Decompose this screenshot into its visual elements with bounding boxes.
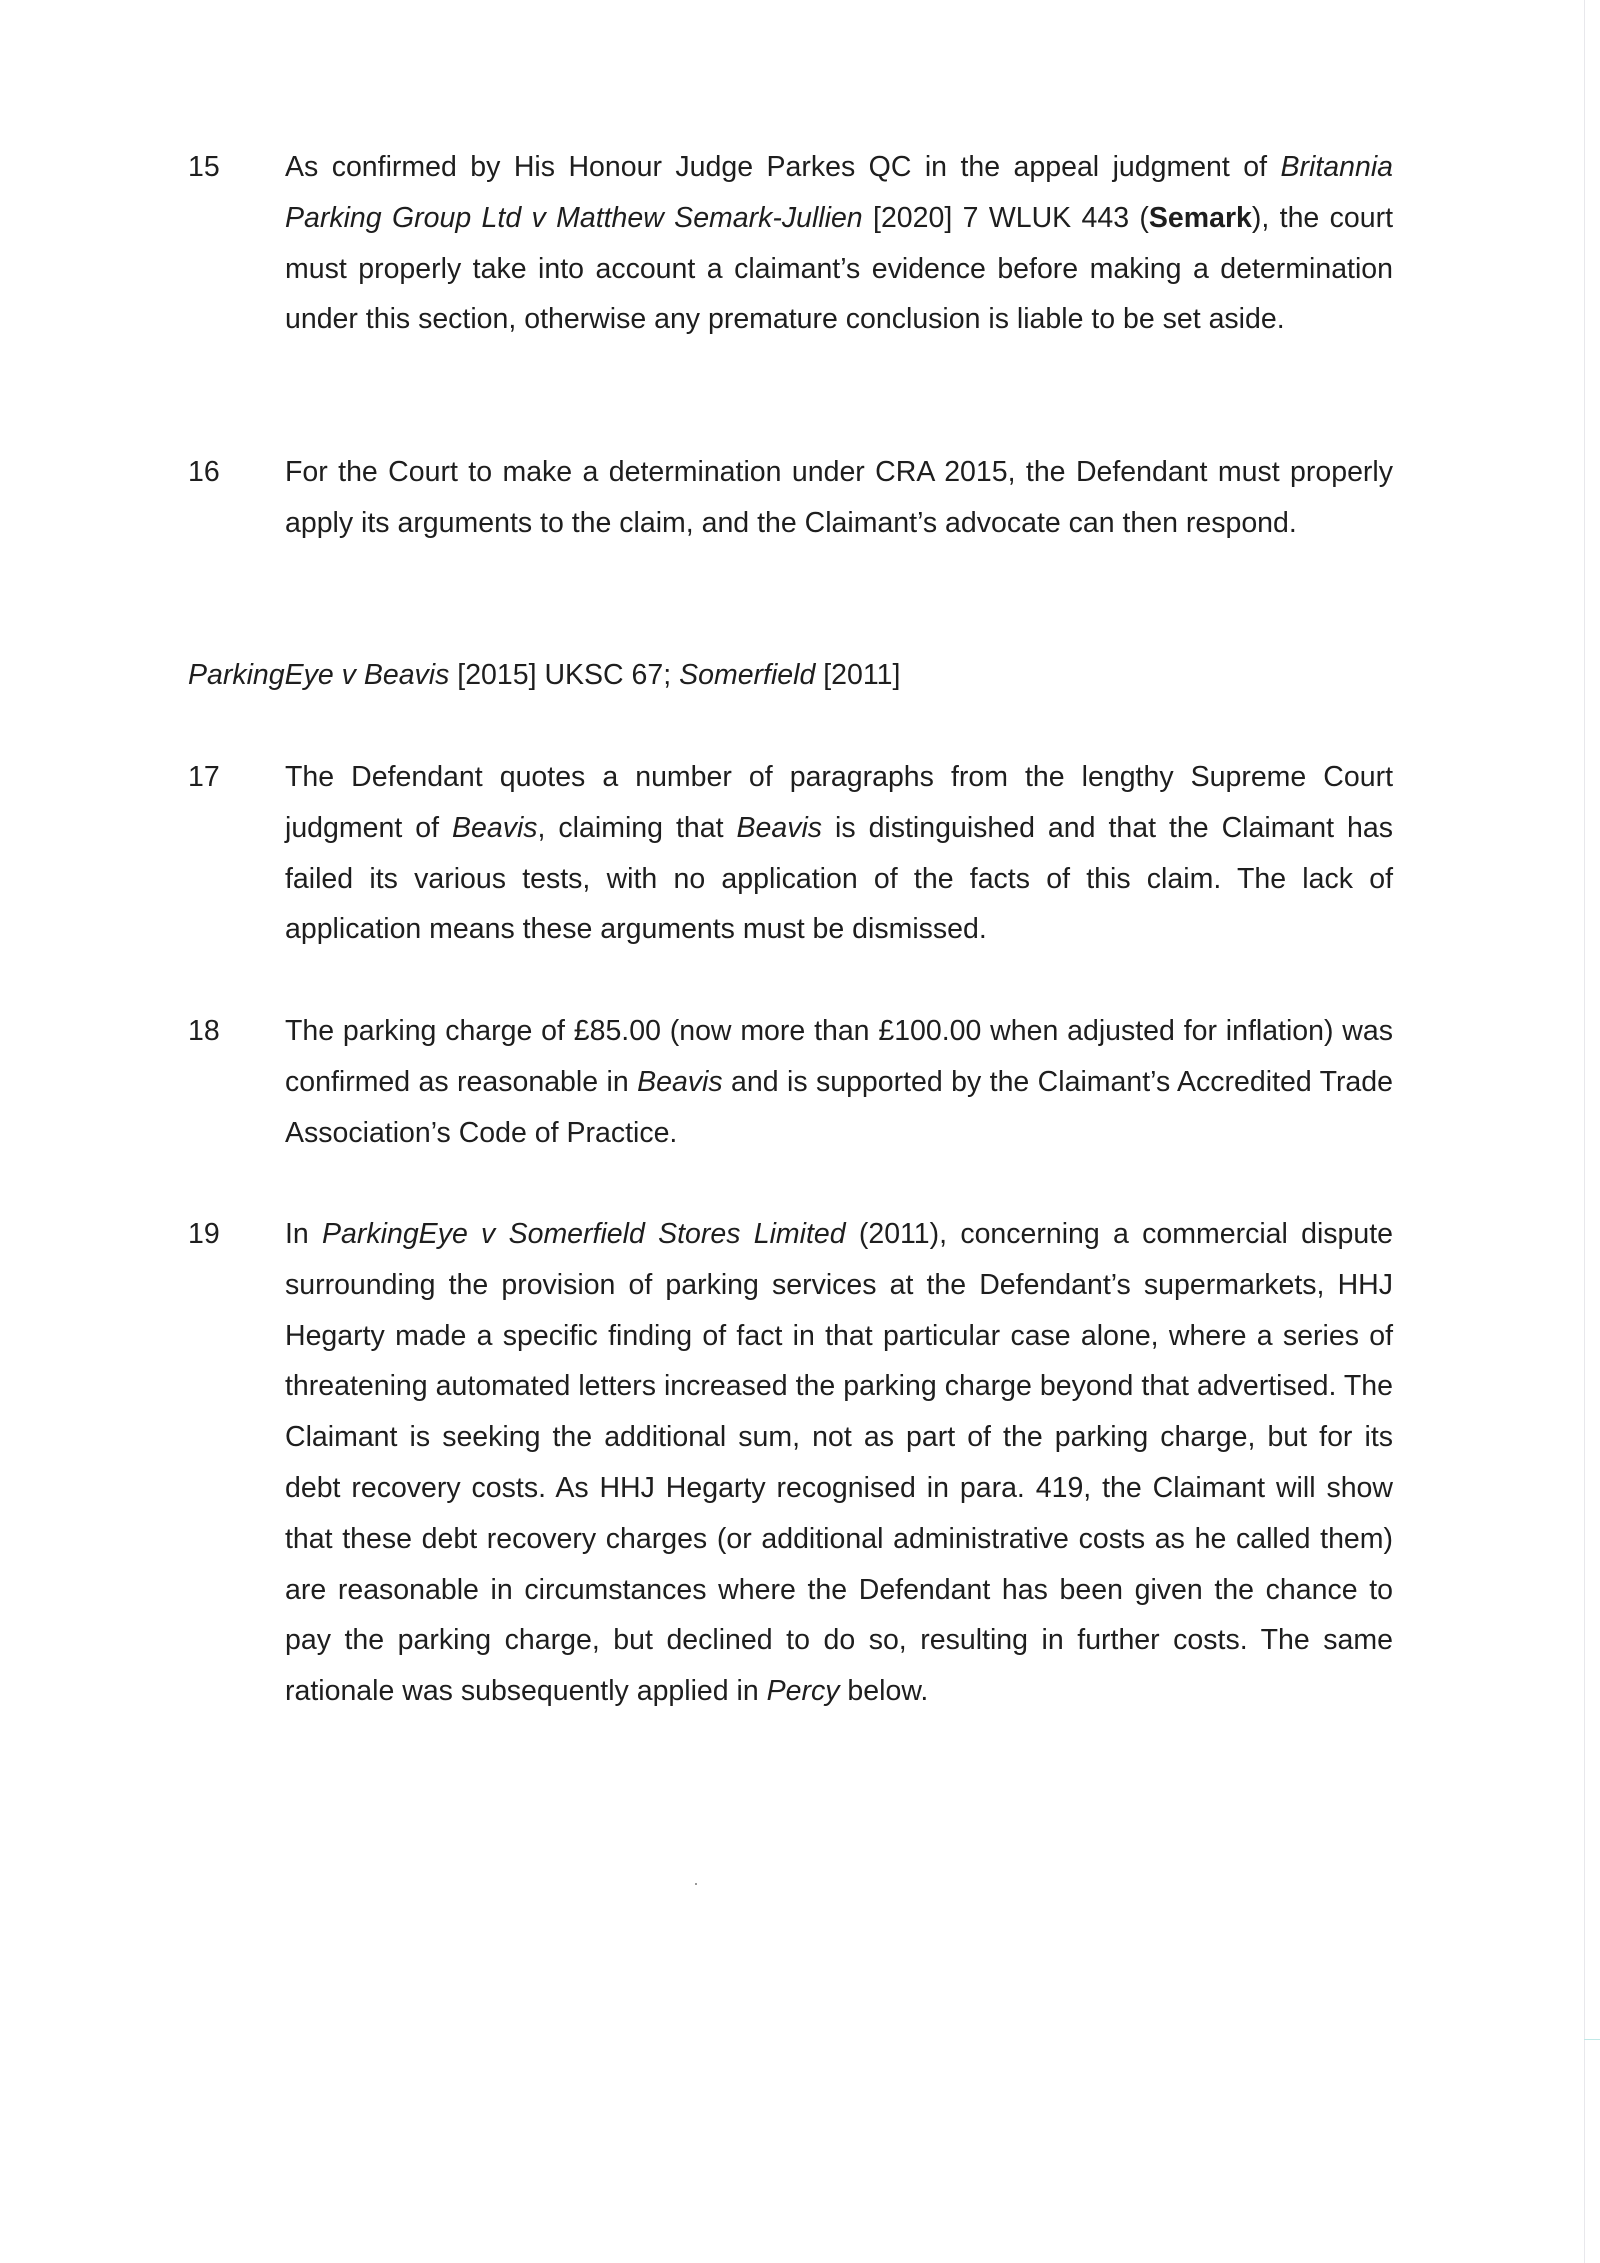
page-edge-mark bbox=[1584, 2039, 1600, 2040]
text-segment: and is supported by the Claimant’s Accredited Trade Association’s Code of Practice. bbox=[285, 1065, 1393, 1149]
text-segment: As confirmed by His Honour Judge Parkes QC in the appeal judgment of bbox=[285, 151, 1281, 183]
case-name-percy: Percy bbox=[766, 1675, 840, 1708]
text-segment: In bbox=[285, 1218, 323, 1250]
case-name-beavis: Beavis bbox=[736, 811, 823, 844]
text-segment: For the Court to make a determination under CRA 2015, the Defendant must properly apply its arguments to the claim, and the Claimant’s advocate can then respond. bbox=[285, 456, 1393, 539]
scan-speck bbox=[695, 1883, 697, 1885]
paragraph-body bbox=[285, 1006, 1393, 1158]
case-name-parkingeye-v-somerfield: ParkingEye v Somerfield Stores Limited bbox=[322, 1218, 846, 1250]
text-segment: is distinguished and that the Claimant has failed its various tests, with no application of the facts of this claim. The lack of application means these arguments must be dismissed. bbox=[285, 811, 1393, 946]
case-name-beavis: Beavis bbox=[451, 811, 538, 844]
text-segment: (2011), concerning a commercial dispute surrounding the provision of parking services at the Defendant’s supermarkets, HHJ Hegarty made a specific finding of fact in that particular case alone, where a series of threatening automated letters increased the parking charge beyond that advertised. The Claimant is seeking the additional sum, not as part of the parking charge, but for its debt recovery costs. As HHJ Hegarty recognised in para. 419, the Claimant will show that these debt recovery charges (or additional administrative costs as he called them) are reasonable in circumstances where the Defendant has been given the chance to pay the parking charge, but declined to do so, resulting in further costs. The same rationale was subsequently applied in bbox=[285, 1218, 1393, 1708]
paragraph-number: 16 bbox=[188, 456, 220, 488]
text-segment: [2015] UKSC 67; bbox=[449, 659, 680, 691]
heading-case-beavis: ParkingEye v Beavis bbox=[188, 659, 450, 691]
paragraph-15 bbox=[188, 142, 1393, 345]
paragraph-19 bbox=[188, 1209, 1393, 1717]
paragraph-17 bbox=[188, 752, 1393, 955]
paragraph-body bbox=[285, 447, 1393, 549]
text-segment: below. bbox=[839, 1675, 929, 1708]
text-segment: [2020] 7 WLUK 443 ( bbox=[862, 201, 1149, 234]
paragraph-number: 17 bbox=[188, 761, 220, 793]
text-segment: The Defendant quotes a number of paragraphs from the lengthy Supreme Court judgment of bbox=[285, 761, 1393, 844]
paragraph-number: 19 bbox=[188, 1218, 220, 1250]
case-name-britannia-v-semark-jullien: Britannia Parking Group Ltd v Matthew Semark-Jullien bbox=[285, 151, 1393, 234]
paragraph-number: 15 bbox=[188, 151, 220, 183]
text-segment: The parking charge of £85.00 (now more than £100.00 when adjusted for inflation) was confirmed as reasonable in bbox=[285, 1015, 1393, 1098]
text-segment: [2011] bbox=[815, 659, 901, 691]
case-name-beavis: Beavis bbox=[637, 1065, 723, 1098]
page-edge-line bbox=[1584, 0, 1585, 2263]
text-segment: , claiming that bbox=[537, 811, 737, 844]
paragraph-body bbox=[285, 142, 1393, 345]
text-segment: ), the court must properly take into account a claimant’s evidence before making a determination under this section, otherwise any premature conclusion is liable to be set aside. bbox=[285, 201, 1393, 336]
paragraph-body bbox=[285, 1209, 1393, 1717]
paragraph-16 bbox=[188, 447, 1393, 549]
case-short-name-semark: Semark bbox=[1148, 201, 1252, 234]
paragraph-18 bbox=[188, 1006, 1393, 1158]
section-heading bbox=[188, 650, 900, 701]
heading-case-somerfield: Somerfield bbox=[679, 659, 816, 691]
paragraph-body bbox=[285, 752, 1393, 955]
paragraph-number: 18 bbox=[188, 1015, 220, 1047]
